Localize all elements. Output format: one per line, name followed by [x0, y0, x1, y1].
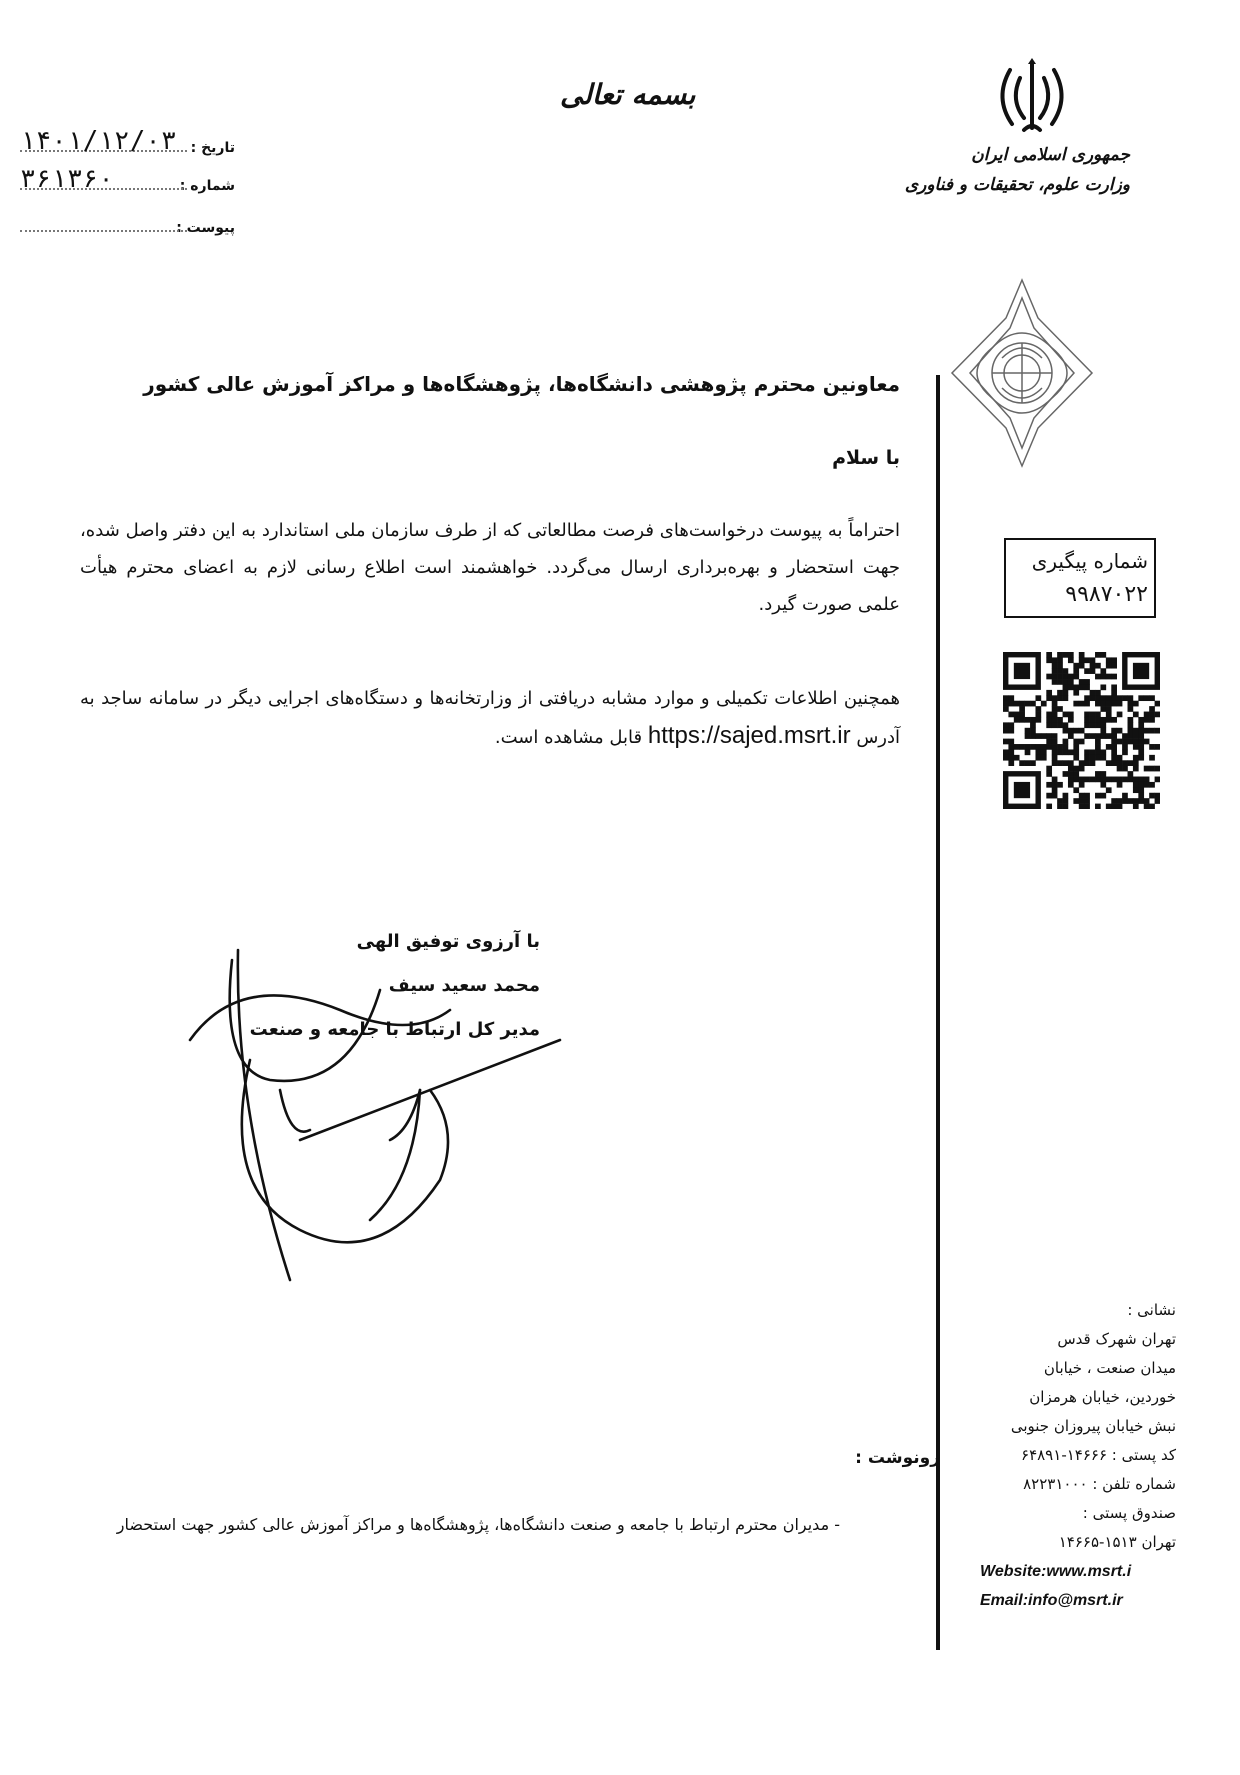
- paragraph-2-before: همچنین اطلاعات تکمیلی و موارد مشابه دریافتی از وزارتخانه‌ها و دستگاه‌های اجرایی دیگر در سامانه ساجد به آدرس: [80, 688, 900, 748]
- paragraph-2-after: قابل مشاهده است.: [494, 727, 643, 748]
- iran-emblem-icon: [990, 58, 1074, 138]
- bismillah-heading: بسمه تعالی: [560, 78, 696, 111]
- paragraph-1-text: احتراماً به پیوست درخواست‌های فرصت مطالعاتی که از طرف سازمان ملی استاندارد به این دفتر واصل شده، جهت استحضار و بهره‌برداری ارسال می‌گردد. خواهشمند است اطلاع رسانی لازم به اعضای محترم هیأت علمی صورت گیرد.: [80, 520, 900, 615]
- republic-name: جمهوری اسلامی ایران: [971, 145, 1130, 165]
- address-line: نبش خیابان پیروزان جنوبی: [1010, 1417, 1176, 1435]
- attachment-dots: [20, 230, 187, 232]
- phone-number: شماره تلفن : ۸۲۲۳۱۰۰۰: [1023, 1475, 1176, 1493]
- qr-code-icon: [1003, 652, 1160, 809]
- tracking-box: [1004, 538, 1156, 618]
- address-line: خوردین، خیابان هرمزان: [1029, 1388, 1176, 1406]
- ministry-header: [870, 140, 1130, 200]
- address-label: نشانی :: [1127, 1301, 1176, 1319]
- signer-name: محمد سعید سیف: [388, 975, 540, 996]
- recipient-line: معاونین محترم پژوهشی دانشگاه‌ها، پژوهشگاه‌ها و مراکز آموزش عالی کشور: [143, 372, 900, 396]
- address-line: تهران شهرک قدس: [1057, 1330, 1176, 1348]
- po-box-value: تهران ۱۵۱۳-۱۴۶۶۵: [1058, 1533, 1176, 1551]
- greeting: با سلام: [832, 447, 900, 469]
- website-link[interactable]: Website:www.msrt.i: [980, 1563, 1132, 1580]
- tracking-label: شماره پیگیری: [1031, 549, 1148, 573]
- address-line: میدان صنعت ، خیابان: [1043, 1359, 1176, 1377]
- number-label: شماره :: [179, 178, 235, 194]
- ministry-name: وزارت علوم، تحقیقات و فناوری: [904, 175, 1130, 195]
- date-row: [20, 126, 235, 160]
- attachment-label: پیوست :: [176, 220, 235, 236]
- po-box-label: صندوق پستی :: [1082, 1504, 1176, 1522]
- date-label: تاریخ :: [190, 140, 235, 156]
- number-row: [20, 164, 235, 198]
- attachment-row: [20, 206, 235, 240]
- date-value: ۱۴۰۱/۱۲/۰۳: [20, 126, 177, 156]
- tracking-number: ۹۹۸۷۰۲۲: [1065, 582, 1148, 607]
- sajed-url-link[interactable]: https://sajed.msrt.ir: [647, 722, 851, 749]
- postal-code: کد پستی : ۱۴۶۶۶-۶۴۸۹۱: [1021, 1446, 1176, 1464]
- paragraph-2: [80, 680, 900, 756]
- number-value: ۳۶۱۳۶۰: [20, 164, 114, 194]
- closing-block: [250, 920, 540, 1052]
- paragraph-1: [80, 512, 900, 623]
- address-block: [980, 1296, 1176, 1615]
- email-link[interactable]: Email:info@msrt.ir: [980, 1592, 1123, 1609]
- ornament-icon: [942, 278, 1102, 468]
- paragraph-2-text: [80, 680, 900, 756]
- closing-wish: با آرزوی توفیق الهی: [356, 931, 540, 952]
- cc-item: - مدیران محترم ارتباط با جامعه و صنعت دانشگاه‌ها، پژوهشگاه‌ها و مراکز آموزش عالی کشور جهت استحضار: [116, 1515, 840, 1534]
- signer-title: مدیر کل ارتباط با جامعه و صنعت: [249, 1019, 540, 1040]
- cc-title: رونوشت :: [855, 1448, 940, 1468]
